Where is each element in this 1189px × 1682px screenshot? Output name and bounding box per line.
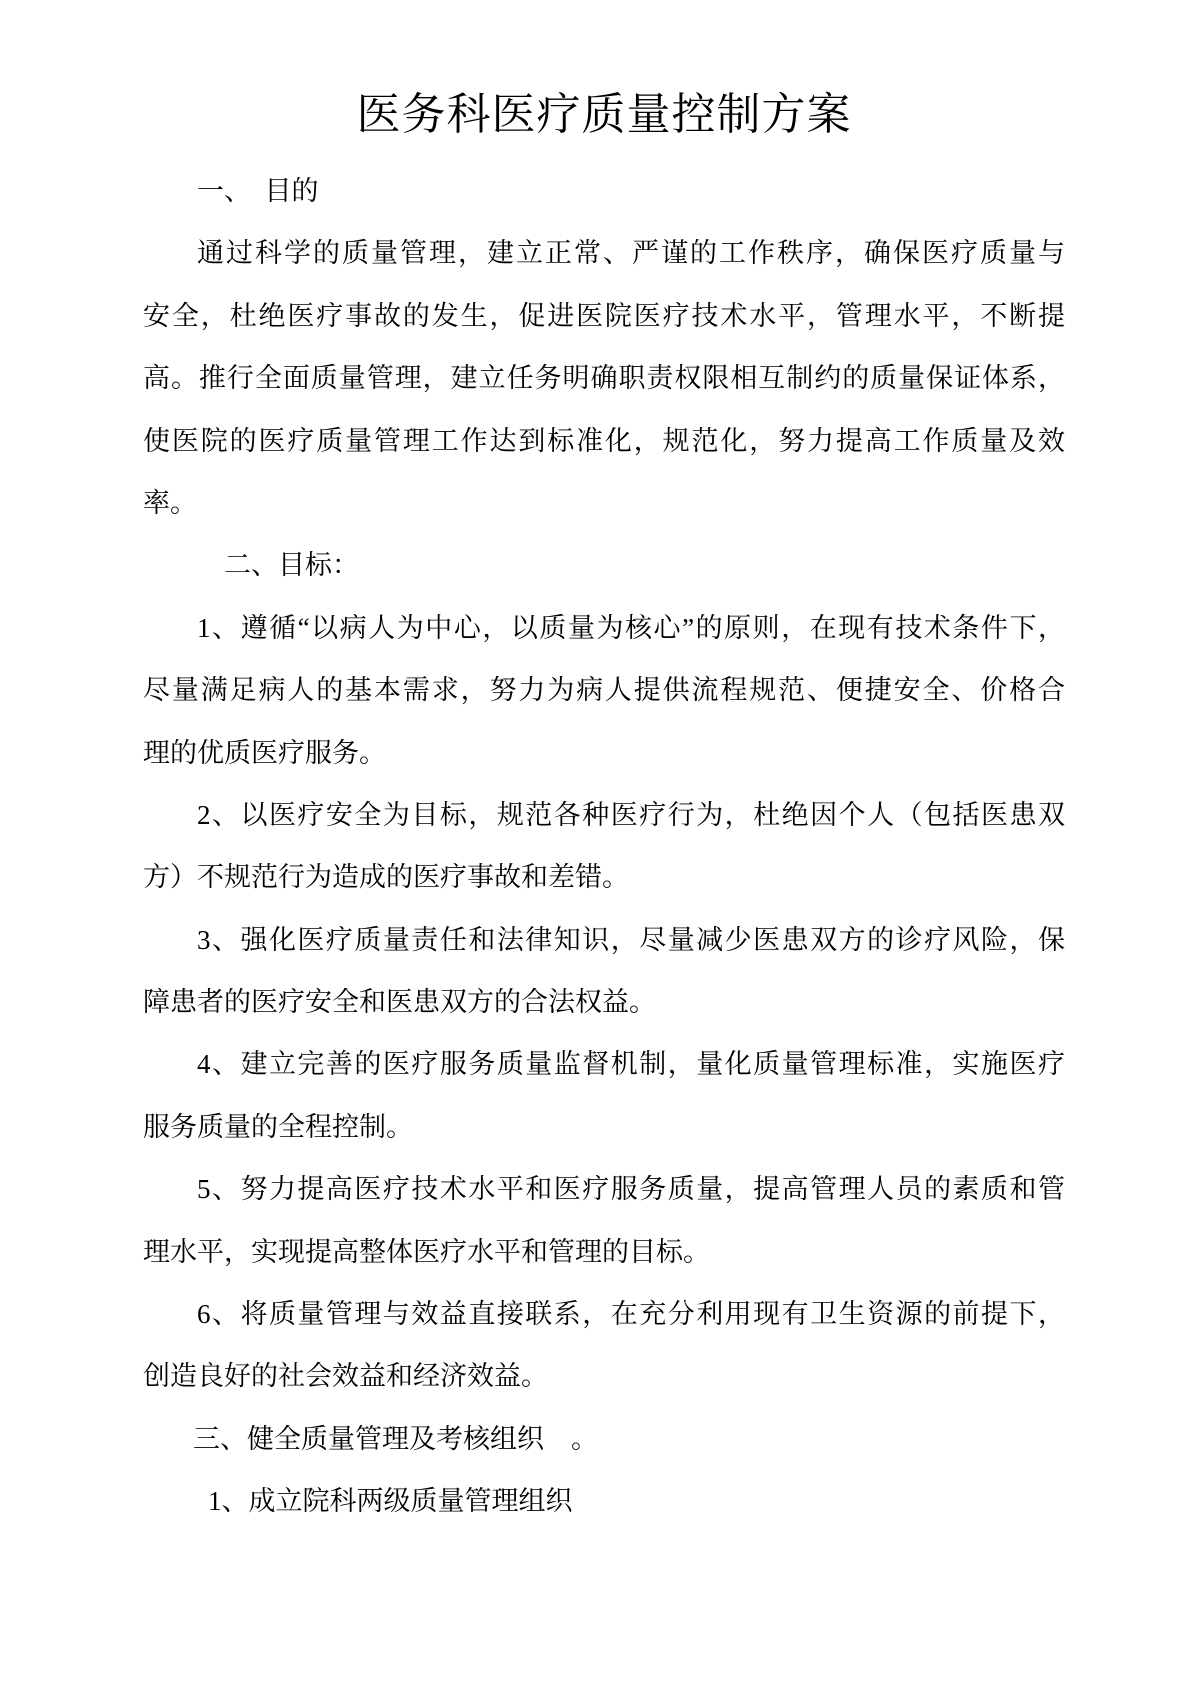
- paragraph-line: 率。: [143, 487, 197, 518]
- goal-item-3-line: 3、强化医疗质量责任和法律知识，尽量减少医患双方的诊疗风险，保: [197, 924, 1065, 955]
- goal-item-4-line: 服务质量的全程控制。: [143, 1111, 413, 1142]
- paragraph-line: 使医院的医疗质量管理工作达到标准化，规范化，努力提高工作质量及效: [143, 425, 1065, 456]
- section-heading-purpose: 一、 目的: [197, 176, 319, 206]
- paragraph-line: 安全，杜绝医疗事故的发生，促进医院医疗技术水平，管理水平，不断提: [143, 300, 1065, 331]
- goal-item-4-line: 4、建立完善的医疗服务质量监督机制，量化质量管理标准，实施医疗: [197, 1049, 1065, 1080]
- paragraph-line: 通过科学的质量管理，建立正常、严谨的工作秩序，确保医疗质量与: [197, 238, 1065, 269]
- goal-item-1-line: 1、遵循“以病人为中心，以质量为核心”的原则，在现有技术条件下，: [197, 612, 1065, 643]
- organization-item-1-line: 1、成立院科两级质量管理组织: [208, 1486, 573, 1517]
- goal-item-1-line: 尽量满足病人的基本需求，努力为病人提供流程规范、便捷安全、价格合: [143, 675, 1065, 706]
- document-body: [143, 160, 1065, 1533]
- goal-item-6-line: 创造良好的社会效益和经济效益。: [143, 1361, 548, 1392]
- section-heading-goals: 二、目标：: [224, 550, 359, 581]
- goal-item-1-line: 理的优质医疗服务。: [143, 737, 386, 768]
- goal-item-3-line: 障患者的医疗安全和医患双方的合法权益。: [143, 987, 656, 1018]
- goal-item-5-line: 5、努力提高医疗技术水平和医疗服务质量，提高管理人员的素质和管: [197, 1174, 1065, 1205]
- goal-item-5-line: 理水平，实现提高整体医疗水平和管理的目标。: [143, 1236, 710, 1267]
- goal-item-2-line: 2、以医疗安全为目标，规范各种医疗行为，杜绝因个人（包括医患双: [197, 799, 1065, 830]
- goal-item-2-line: 方）不规范行为造成的医疗事故和差错。: [143, 862, 629, 893]
- goal-item-6-line: 6、将质量管理与效益直接联系，在充分利用现有卫生资源的前提下，: [197, 1299, 1065, 1330]
- paragraph-line: 高。推行全面质量管理，建立任务明确职责权限相互制约的质量保证体系，: [143, 363, 1065, 394]
- document-title: 医务科医疗质量控制方案: [356, 90, 852, 139]
- section-heading-organization: 三、健全质量管理及考核组织 。: [193, 1423, 598, 1454]
